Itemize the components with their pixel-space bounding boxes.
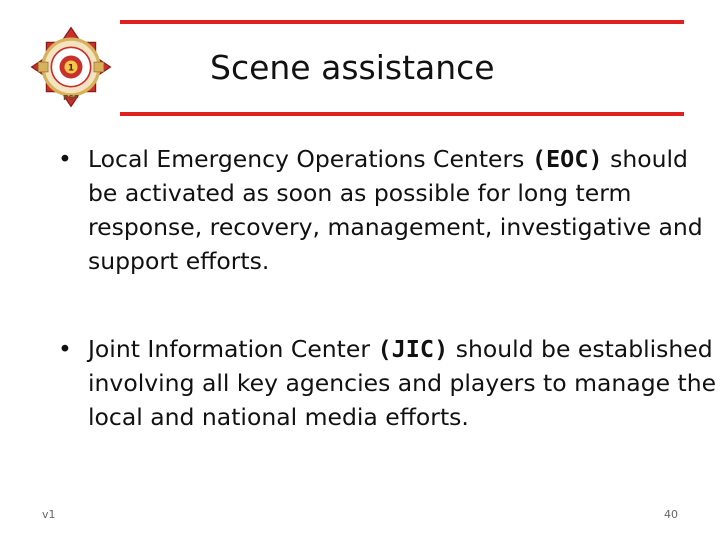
version-label: v1	[42, 508, 56, 521]
firefighter-logo-icon	[30, 26, 112, 108]
slide-title: Scene assistance	[210, 48, 495, 87]
title-bottom-rule	[120, 112, 684, 116]
bullet-abbr-eoc: (EOC)	[531, 145, 603, 173]
bullet-text-pre: Local Emergency Operations Centers	[88, 145, 532, 173]
svg-text:1: 1	[67, 63, 75, 74]
bullet-item-jic	[58, 332, 718, 434]
bullet-text-post: should be established involving all key agencies and players to manage the local and national media efforts.	[88, 335, 717, 431]
bullet-dot-icon: •	[58, 145, 72, 173]
title-top-rule	[120, 20, 684, 24]
bullet-abbr-jic: (JIC)	[377, 335, 449, 363]
bullet-item-eoc	[58, 142, 718, 278]
svg-text:PSF: PSF	[63, 92, 79, 102]
bullet-text-pre: Joint Information Center	[88, 335, 378, 363]
bullet-dot-icon: •	[58, 335, 72, 363]
page-number: 40	[664, 508, 678, 521]
bullet-text-post: should be activated as soon as possible for long term response, recovery, management, investigative and support efforts.	[88, 145, 703, 275]
bullet-list	[58, 142, 718, 434]
